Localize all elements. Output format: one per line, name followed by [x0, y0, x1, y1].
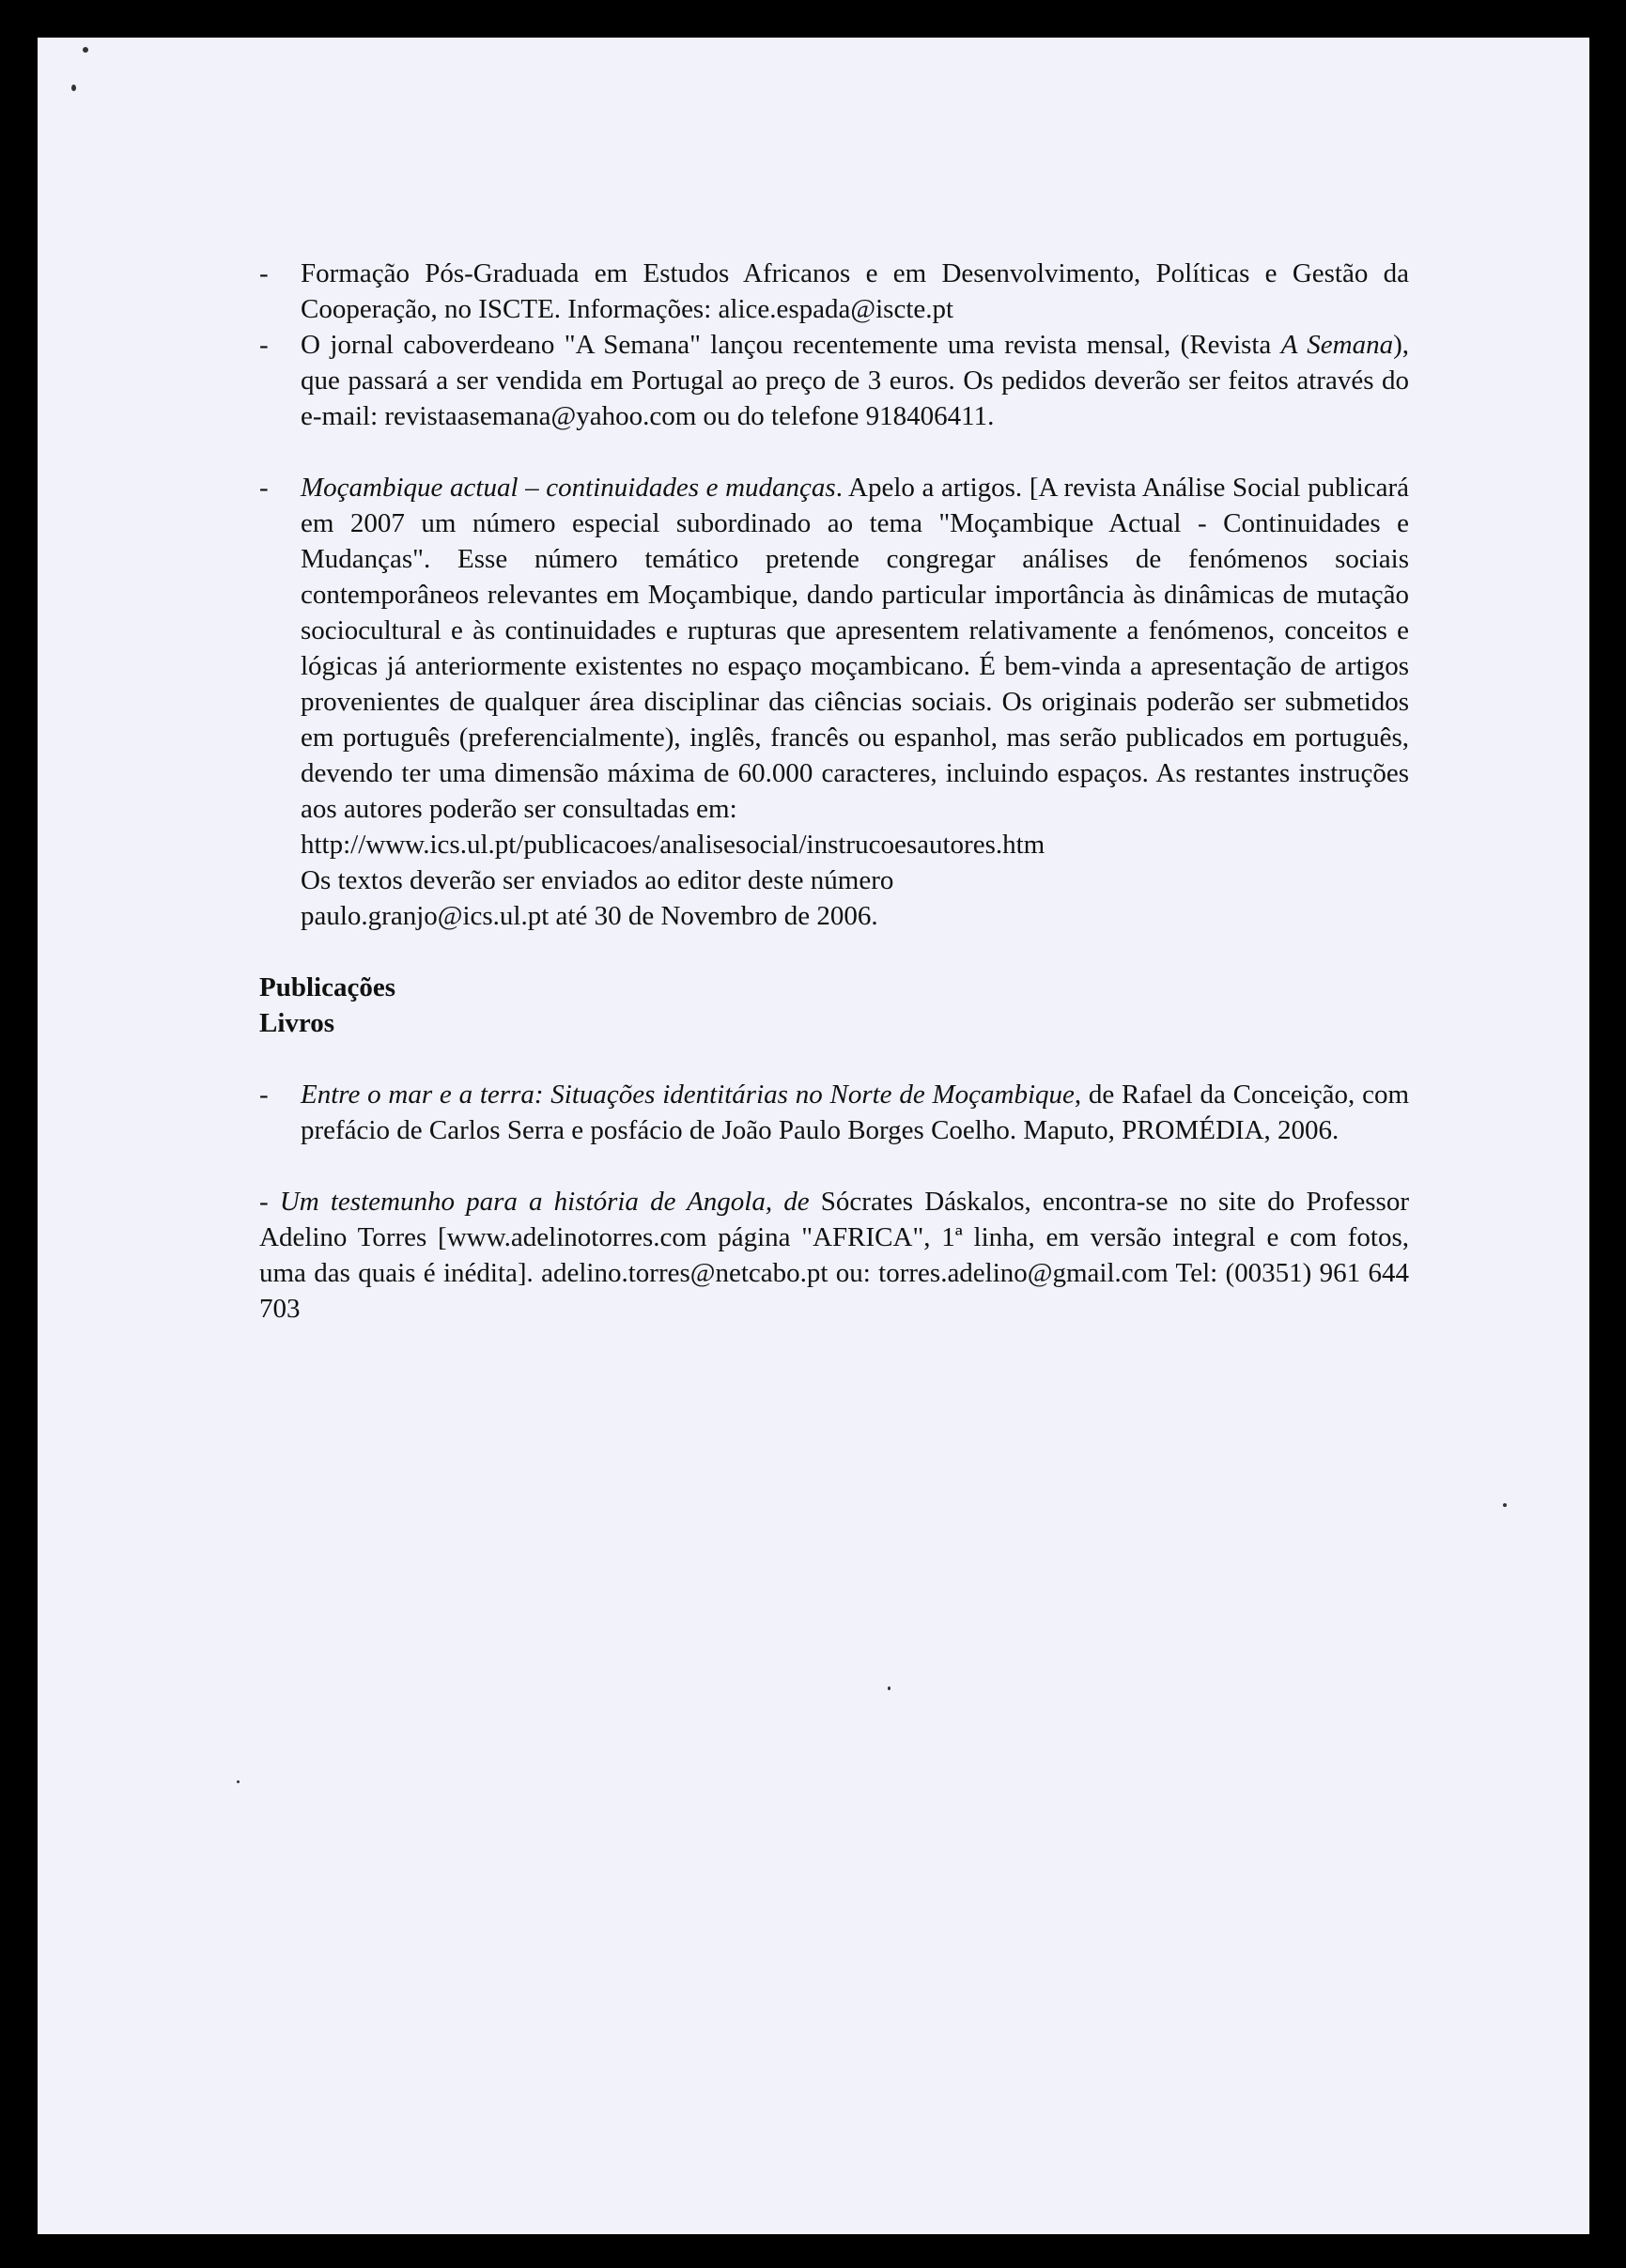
- list-item: [259, 327, 1409, 434]
- document-page: [38, 38, 1589, 2234]
- scan-speck: [83, 47, 88, 53]
- item-text: [301, 1077, 1409, 1148]
- item-text-italic: A Semana: [1280, 330, 1394, 360]
- bullet-dash: -: [259, 258, 269, 288]
- item-text-part: O jornal caboverdeano "A Semana" lançou recentemente uma revista mensal, (Revista: [301, 330, 1281, 360]
- list-item-book: [259, 1184, 1409, 1327]
- heading-livros: Livros: [259, 1008, 335, 1038]
- item-text-part: paulo.granjo@ics.ul.pt até 30 de Novembro de 2006.: [301, 901, 878, 931]
- item-text-italic: Moçambique actual – continuidades e mudanças: [301, 473, 836, 503]
- item-text: Formação Pós-Graduada em Estudos Africanos e em Desenvolvimento, Políticas e Gestão da Cooperação, no ISCTE. Informações: alice.espada@iscte.pt: [301, 258, 1409, 324]
- scan-speck: [888, 1686, 890, 1690]
- item-text-part: Sócrates Dáskalos, encontra-se no site do Professor Adelino Torres [www.adelinotorres.com página "AFRICA", 1ª linha, em versão integral e com fotos, uma das quais é inédita]. adelino.torres@netcabo.pt ou: torres.adelino@gmail.com Tel: (00351) 961 644 703: [259, 1187, 1409, 1324]
- item-text-italic: Entre o mar e a terra: Situações identitárias no Norte de Moçambique: [301, 1080, 1075, 1110]
- item-text-part: ), que passará a ser vendida em Portugal ao preço de 3 euros. Os pedidos deverão ser feitos através do e-mail: revistaasemana@yahoo.com ou do telefone 918406411.: [301, 330, 1409, 431]
- document-body: [259, 256, 1409, 1327]
- item-text-part: . Apelo a artigos. [A revista Análise Social publicará em 2007 um número especial subordinado ao tema "Moçambique Actual - Continuidades e Mudanças". Esse número temático pretende congregar análises de fenómenos sociais contemporâneos relevantes em Moçambique, dando particular importância às dinâmicas de mutação sociocultural e às continuidades e rupturas que apresentem relativamente a fenómenos, conceitos e lógicas já anteriormente existentes no espaço moçambicano. É bem-vinda a apresentação de artigos provenientes de qualquer área disciplinar das ciências sociais. Os originais poderão ser submetidos em português (preferencialmente), inglês, francês ou espanhol, mas serão publicados em português, devendo ter uma dimensão máxima de 60.000 caracteres, incluindo espaços. As restantes instruções aos autores poderão ser consultadas em:: [301, 473, 1409, 824]
- bullet-dash: -: [259, 1080, 269, 1110]
- url-text: http://www.ics.ul.pt/publicacoes/analisesocial/instrucoesautores.htm: [301, 830, 1045, 860]
- scan-speck: [71, 85, 76, 91]
- bullet-dash: -: [259, 1187, 280, 1217]
- heading-publicacoes: Publicações: [259, 972, 395, 1002]
- bullet-dash: -: [259, 330, 269, 360]
- scan-speck: [237, 1780, 240, 1783]
- item-text-part: , de Rafael da Conceição, com prefácio de Carlos Serra e posfácio de João Paulo Borges Coelho. Maputo, PROMÉDIA, 2006.: [301, 1080, 1409, 1145]
- list-item-mocambique: [259, 470, 1409, 934]
- list-item: [259, 256, 1409, 327]
- item-text-italic: Um testemunho para a história de Angola, de: [279, 1187, 810, 1217]
- item-text: [301, 327, 1409, 434]
- bullet-dash: -: [259, 473, 269, 503]
- list-item-book: [259, 1077, 1409, 1148]
- item-text: [301, 470, 1409, 934]
- scan-speck: [1503, 1503, 1507, 1507]
- item-text-part: Os textos deverão ser enviados ao editor deste número: [301, 865, 894, 895]
